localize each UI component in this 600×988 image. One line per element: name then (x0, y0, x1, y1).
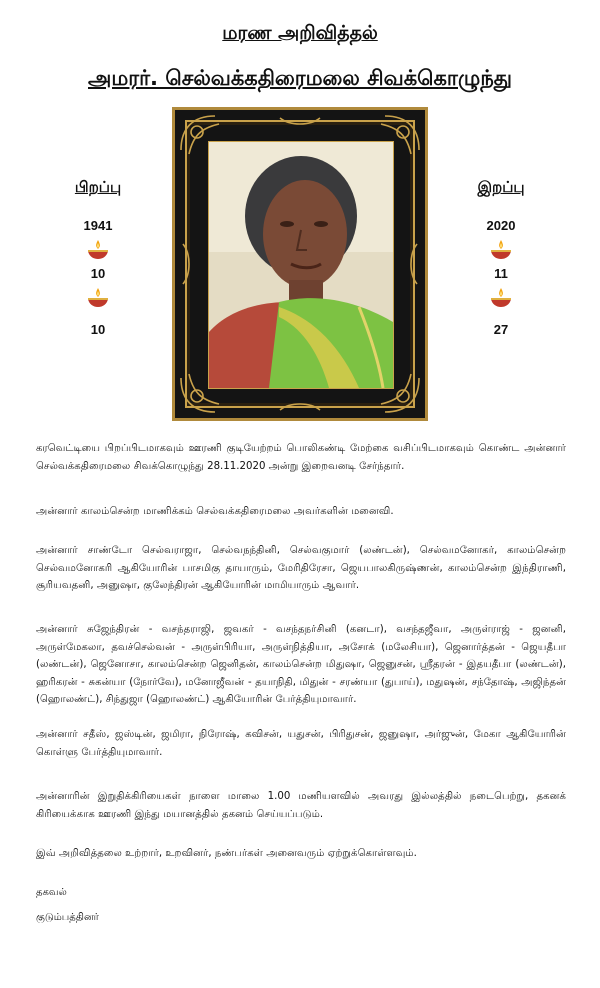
notice-paragraph: அன்னார் சுஜேந்திரன் - வசந்தராஜி, ஜவகர் - வசந்தநர்சினி (கனடா), வசந்தஜீவா, அருள்ராஜ் - ஜனனி, அருள்மேகலா, தவச்செல்வன் - அருள்பிரியா, அருள்நித்தியா, அசோக் (மலேசியா), ஜெனார்த்தன் - ஜெயதீபா (லண்டன்), ஜெனோசா, காலம்சென்ற ஜெனிதன், காலம்சென்ற மிதுஷா, ஜெனுசன், ஸ்ரீதரன் - இதயதீபா (லண்டன்), ஹரிகரன் - சுகன்யா (நோர்வே), மனோஜீவன் - தயாநிதி, மிதுன் - சரண்யா (துபாய்), மதுஷன், சந்தோஷ், அஜிந்தன் (ஹொலண்ட்), சிந்துஜா (ஹொலண்ட்) ஆகியோரின் பேர்த்தியுமாவார். (36, 624, 566, 705)
oil-lamp-icon (53, 284, 143, 312)
notice-paragraph: அன்னார் காலம்சென்ற மாணிக்கம் செல்வக்கதிரைமலை அவர்களின் மனைவி. (36, 506, 394, 517)
death-year: 2020 (486, 218, 516, 233)
birth-year: 1941 (83, 218, 113, 233)
notice-paragraph: அன்னார் சதீஸ், ஜஸ்டின், ஜமிரா, நிரோஷ், கவிசன், யதுசன், பிரிதுசன், ஜனுஷா, அர்ஜுன், மேகா ஆகியோரின் கொள்ளு பேர்த்தியுமாவார். (36, 729, 566, 758)
birth-month: 10 (90, 266, 106, 281)
birth-column (53, 178, 143, 340)
death-day: 27 (493, 322, 509, 337)
deceased-portrait (208, 141, 394, 389)
death-label: இறப்பு (477, 178, 525, 196)
birth-day: 10 (90, 322, 106, 337)
deceased-name: அமரர். செல்வக்கதிரைமலை சிவக்கொழுந்து (88, 66, 512, 90)
death-column (456, 178, 546, 340)
death-month: 11 (494, 266, 508, 281)
signature-family: குடும்பத்தினர் (36, 912, 99, 923)
oil-lamp-icon (456, 236, 546, 264)
info-label: தகவல் (36, 887, 67, 898)
ornate-frame (172, 107, 428, 421)
oil-lamp-icon (456, 284, 546, 312)
birth-label: பிறப்பு (74, 178, 122, 196)
notice-paragraph: அன்னாரின் இறுதிக்கிரியைகள் நாளை மாலை 1.00 மணியளவில் அவரது இல்லத்தில் நடைபெற்று, தகனக் கிரியைக்காக ஊரணி இந்து மயானத்தில் தகனம் செய்யப்படும். (36, 791, 566, 820)
notice-paragraph: கரவெட்டியை பிறப்பிடமாகவும் ஊரணி குடியேற்றம் பொலிகண்டி மேற்கை வசிப்பிடமாகவும் கொண்ட அன்னார் செல்வக்கதிரைமலை சிவக்கொழுந்து 28.11.2020 அன்று இறைவனடி சேர்ந்தார். (36, 443, 566, 472)
notice-title: மரண அறிவித்தல் (222, 22, 378, 44)
oil-lamp-icon (53, 236, 143, 264)
notice-paragraph: அன்னார் சாண்டோ செல்வராஜா, செல்வநந்தினி, செல்வகுமார் (லண்டன்), செல்வமனோகர், காலம்சென்ற செல்வமனோகரி ஆகியோரின் பாசமிகு தாயாரும், மேரிதிரேசா, ஜெயபாலகிருஷ்ணன், காலம்சென்ற இந்திராணி, சூரியவதனி, அனுஷா, குலேந்திரன் ஆகியோரின் மாமியாரும் ஆவார். (36, 545, 566, 591)
notice-paragraph: இவ் அறிவித்தலை உற்றார், உறவினர், நண்பர்கள் அனைவரும் ஏற்றுக்கொள்ளவும். (36, 848, 417, 859)
